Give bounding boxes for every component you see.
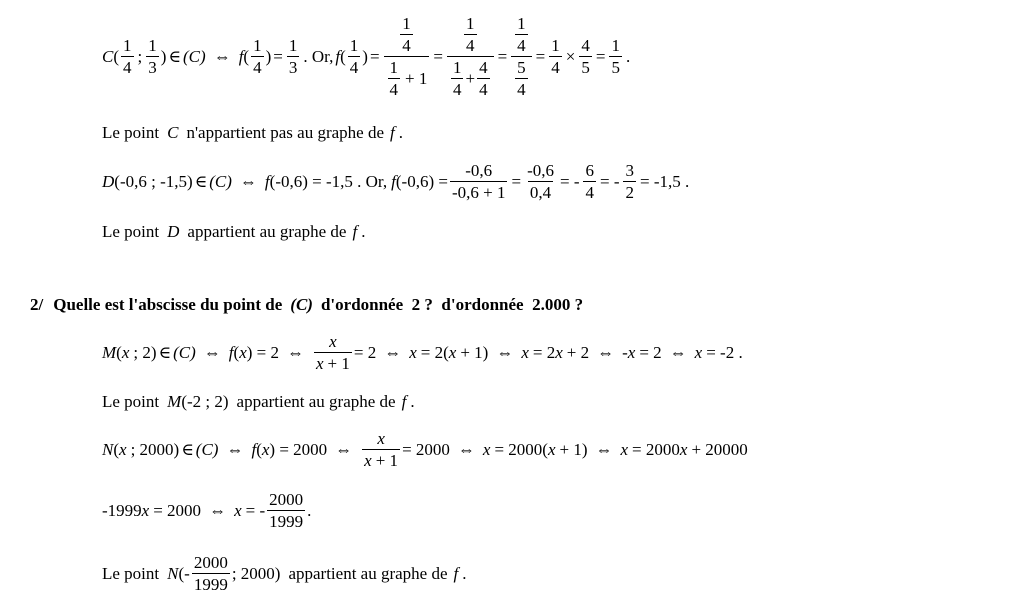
element-of-symbol: ∈	[168, 46, 182, 66]
function-name: f	[391, 171, 396, 191]
point-label: C	[167, 123, 179, 142]
text: + 20000	[691, 439, 748, 459]
period: .	[462, 563, 467, 583]
times-symbol: ×	[565, 46, 576, 66]
fraction: $\frac{4}{5}$	[581, 35, 590, 77]
point-label: M	[167, 392, 182, 411]
separator: ;	[137, 46, 143, 66]
function-name: f	[335, 46, 341, 66]
fraction: $\frac{1}{4}$	[349, 35, 359, 77]
text: Le point	[102, 392, 160, 411]
variable: x	[121, 342, 130, 362]
function-name: f	[401, 392, 407, 411]
paren: (	[113, 46, 120, 66]
period: .	[410, 392, 415, 411]
text: (	[116, 342, 122, 362]
element-of-symbol: ∈	[181, 439, 194, 459]
variable: x	[239, 342, 247, 362]
fraction: $\frac{2000}{1999}$	[269, 489, 304, 531]
variable: x	[119, 439, 127, 459]
period: .	[307, 500, 312, 520]
fraction: $\frac{1}{3}$	[148, 35, 157, 77]
complex-fraction: $\frac{1}{4}$ $\frac{1}{4}$ + $\frac{4}{4}$	[447, 15, 494, 98]
text: Le point	[102, 123, 160, 142]
variable: x	[679, 439, 688, 459]
text: -1999	[102, 500, 142, 520]
text: = 2	[353, 342, 377, 362]
fraction: x x + 1	[364, 428, 399, 470]
text: = 2000	[153, 500, 202, 520]
equals: =	[369, 46, 380, 66]
statement-line-9	[102, 550, 467, 596]
text: (-0,6) =	[395, 171, 448, 191]
text: appartient au graphe de	[288, 563, 448, 583]
text: = -	[245, 500, 266, 520]
variable: x	[555, 342, 563, 362]
curve-label: (C)	[183, 46, 206, 66]
text: = 2000(	[494, 439, 548, 459]
text: = -1,5 .	[639, 171, 690, 191]
text: ) = 2	[246, 342, 279, 362]
text: + 2	[566, 342, 590, 362]
point-label: D	[102, 171, 115, 191]
question-text: Quelle est l'abscisse du point de	[53, 295, 283, 314]
equivalence-symbol: ⇔	[287, 342, 304, 362]
text: = -2 .	[706, 342, 743, 362]
text: n'appartient pas au graphe de	[186, 123, 385, 142]
text: = 2000	[402, 439, 450, 459]
text: = 2	[532, 342, 556, 362]
text: ; 2000)	[130, 439, 180, 459]
equals: =	[433, 46, 443, 66]
fraction: $\frac{2000}{1999}$	[193, 552, 228, 594]
paren: )	[265, 46, 272, 66]
text: Le point	[102, 563, 160, 583]
text: = 2(	[420, 342, 449, 362]
variable: x	[482, 439, 491, 459]
equivalence-symbol: ⇔	[335, 439, 353, 459]
point-label: M	[102, 342, 117, 362]
equals: = -	[559, 171, 580, 191]
text: -	[622, 342, 628, 362]
coordinates: (-2 ; 2)	[181, 392, 229, 411]
function-name: f	[264, 171, 270, 191]
element-of-symbol: ∈	[158, 342, 172, 362]
equivalence-symbol: ⇔	[669, 342, 687, 362]
fraction: $\frac{1}{4}$	[551, 35, 560, 77]
question-text: d'ordonnée 2 ? d'ordonnée 2.000 ?	[320, 295, 584, 314]
equation-line-5	[102, 330, 743, 374]
text: appartient au graphe de	[236, 392, 396, 411]
function-name: f	[390, 123, 395, 142]
equals: =	[535, 46, 546, 66]
point-label: D	[167, 222, 180, 241]
equals: = -	[599, 171, 620, 191]
equation-line-1	[102, 8, 632, 104]
complex-fraction: $\frac{1}{4}$ $\frac{1}{4}$ + 1	[384, 15, 430, 98]
variable: x	[141, 500, 150, 520]
text: = 2000	[632, 439, 680, 459]
text: + 1)	[460, 342, 489, 362]
equivalence-symbol: ⇔	[209, 500, 227, 520]
equation-line-8	[102, 488, 311, 532]
text: appartient au graphe de	[187, 222, 347, 241]
text: (-0,6) = -1,5 . Or,	[269, 171, 388, 191]
curve-label: (C)	[290, 295, 313, 314]
fraction: $\frac{1}{5}$	[611, 35, 620, 77]
text: ; 2)	[133, 342, 157, 362]
paren: (	[340, 46, 346, 66]
text: ) = 2000	[269, 439, 328, 459]
question-heading	[30, 296, 583, 313]
variable: x	[627, 342, 636, 362]
function-name: f	[228, 342, 234, 362]
function-name: f	[453, 563, 459, 583]
equivalence-symbol: ⇔	[595, 439, 613, 459]
point-label: N	[102, 439, 114, 459]
variable: x	[620, 439, 629, 459]
text: (	[233, 342, 240, 362]
element-of-symbol: ∈	[194, 171, 208, 191]
text: (	[113, 439, 120, 459]
equals: =	[497, 46, 508, 66]
question-number: 2/	[30, 295, 44, 314]
period: .	[398, 123, 404, 142]
curve-label: (C)	[173, 342, 196, 362]
function-name: f	[352, 222, 358, 241]
function-name: f	[251, 439, 257, 459]
equivalence-symbol: ⇔	[226, 439, 244, 459]
statement-line-2	[102, 124, 403, 141]
fraction: $\frac{6}{4}$	[585, 160, 594, 202]
fraction: $\frac{-0,6}{0,4}$	[527, 160, 554, 202]
variable: x	[409, 342, 417, 362]
point-label: N	[167, 563, 179, 583]
curve-label: (C)	[209, 171, 232, 191]
equivalence-symbol: ⇔	[597, 342, 615, 362]
equals: =	[511, 171, 522, 191]
text-or: . Or,	[303, 46, 334, 66]
paren: )	[160, 46, 167, 66]
text: = 2	[639, 342, 662, 362]
variable: x	[694, 342, 703, 362]
paren: )	[362, 46, 368, 66]
equivalence-symbol: ⇔	[239, 171, 257, 191]
fraction: $\frac{1}{3}$	[288, 35, 298, 77]
period: .	[361, 222, 366, 241]
text: (-	[178, 563, 190, 583]
point-label: C	[102, 46, 114, 66]
fraction: $\frac{3}{2}$	[625, 160, 634, 202]
fraction: $\frac{1}{4}$	[123, 35, 132, 77]
text: + 1)	[559, 439, 588, 459]
period: .	[625, 46, 631, 66]
text: (	[256, 439, 262, 459]
text: Le point	[102, 222, 160, 241]
equivalence-symbol: ⇔	[213, 46, 231, 66]
equation-line-7	[102, 427, 748, 471]
equivalence-symbol: ⇔	[457, 439, 475, 459]
fraction: $\frac{1}{4}$	[253, 35, 262, 77]
variable: x	[521, 342, 529, 362]
variable: x	[261, 439, 270, 459]
complex-fraction: $\frac{\frac{1}{4}}{\frac{5}{4}}$	[511, 15, 532, 98]
fraction: x x + 1	[316, 331, 350, 373]
statement-line-6	[102, 393, 415, 410]
fraction: $\frac{-0,6}{-0,6 + 1}$	[451, 160, 506, 202]
equivalence-symbol: ⇔	[203, 342, 221, 362]
statement-line-4	[102, 223, 365, 240]
equals: =	[595, 46, 606, 66]
function-name: f	[238, 46, 244, 66]
equivalence-symbol: ⇔	[384, 342, 402, 362]
curve-label: (C)	[195, 439, 219, 459]
coordinates: ; 2000)	[231, 563, 281, 583]
paren: (	[243, 46, 250, 66]
variable: x	[448, 342, 457, 362]
variable: x	[234, 500, 242, 520]
equation-line-3	[102, 158, 691, 204]
coordinates: (-0,6 ; -1,5)	[114, 171, 193, 191]
equals: =	[273, 46, 283, 66]
equivalence-symbol: ⇔	[496, 342, 514, 362]
variable: x	[547, 439, 556, 459]
